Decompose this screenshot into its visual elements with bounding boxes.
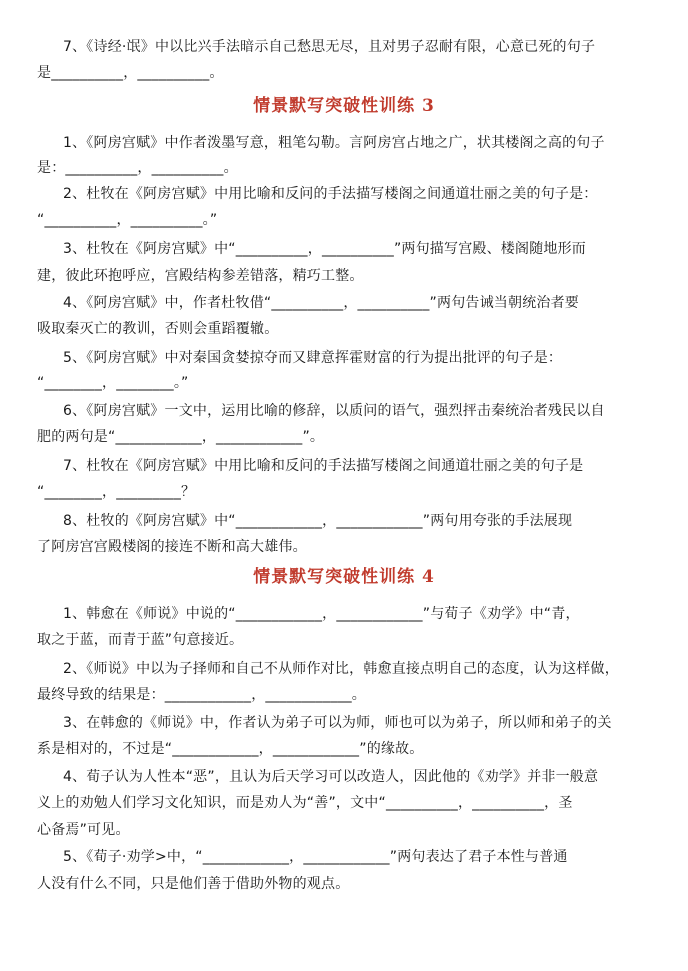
question-line: “__________，__________。”	[37, 212, 218, 228]
question-line: 是：__________，__________。	[37, 160, 238, 176]
question-line: 人没有什么不同，只是他们善于借助外物的观点。	[37, 876, 350, 892]
section-title: 情景默写突破性训练 3	[253, 96, 435, 116]
question-line: 是__________，__________。	[37, 65, 224, 81]
question-line: 2、杜牧在《阿房宫赋》中用比喻和反问的手法描写楼阁之间通道壮丽之美的句子是：	[63, 186, 598, 202]
question-line: 肥的两句是“____________，____________”。	[37, 429, 325, 445]
question-line: 3、杜牧在《阿房宫赋》中“__________，__________”两句描写宫殿、楼阁随地形而	[63, 241, 587, 257]
question-line: “________，_________？	[37, 484, 196, 500]
question-line: 义上的劝勉人们学习文化知识，而是劝人为“善”，文中“__________，__________，圣	[37, 795, 573, 811]
question-line: 5、《阿房宫赋》中对秦国贪婪掠夺而又肆意挥霍财富的行为提出批评的句子是：	[63, 350, 563, 366]
question-line: 1、《阿房宫赋》中作者泼墨写意，粗笔勾勒。言阿房宫占地之广，状其楼阁之高的句子	[63, 135, 605, 151]
question-line: 心备焉”可见。	[37, 822, 130, 838]
question-line: 了阿房宫宫殿楼阁的接连不断和高大雄伟。	[37, 539, 307, 555]
question-line: 7、杜牧在《阿房宫赋》中用比喻和反问的手法描写楼阁之间通道壮丽之美的句子是	[63, 458, 584, 474]
question-line: 建，彼此环抱呼应，宫殿结构参差错落，精巧工整。	[37, 268, 364, 284]
question-line: 7、《诗经·氓》中以比兴手法暗示自己愁思无尽，且对男子忍耐有限，心意已死的句子	[63, 39, 596, 55]
question-line: 4、《阿房宫赋》中，作者杜牧借“__________，__________”两句告诫当朝统治者要	[63, 295, 580, 311]
section-title: 情景默写突破性训练 4	[253, 567, 435, 587]
question-line: “________，________。”	[37, 375, 189, 391]
question-line: 吸取秦灭亡的教训，否则会重蹈覆辙。	[37, 321, 279, 337]
question-line: 5、《荀子·劝学>中，“____________，____________”两句表达了君子本性与普通	[63, 849, 568, 865]
question-line: 6、《阿房宫赋》一文中，运用比喻的修辞，以质问的语气，强烈抨击秦统治者残民以自	[63, 403, 605, 419]
question-line: 4、荀子认为人性本“恶”，且认为后天学习可以改造人，因此他的《劝学》并非一般意	[63, 769, 599, 785]
question-line: 取之于蓝，而青于蓝”句意接近。	[37, 632, 244, 648]
question-line: 系是相对的，不过是“____________，____________”的缘故。	[37, 741, 424, 757]
question-line: 最终导致的结果是：____________，____________。	[37, 687, 366, 703]
question-line: 2、《师说》中以为子择师和自己不从师作对比，韩愈直接点明自己的态度，认为这样做，	[63, 661, 619, 677]
question-line: 8、杜牧的《阿房宫赋》中“____________，____________”两句用夸张的手法展现	[63, 513, 573, 529]
question-line: 1、韩愈在《师说》中说的“____________，____________”与荀子《劝学》中“青，	[63, 606, 580, 622]
question-line: 3、在韩愈的《师说》中，作者认为弟子可以为师，师也可以为弟子，所以师和弟子的关	[63, 715, 612, 731]
